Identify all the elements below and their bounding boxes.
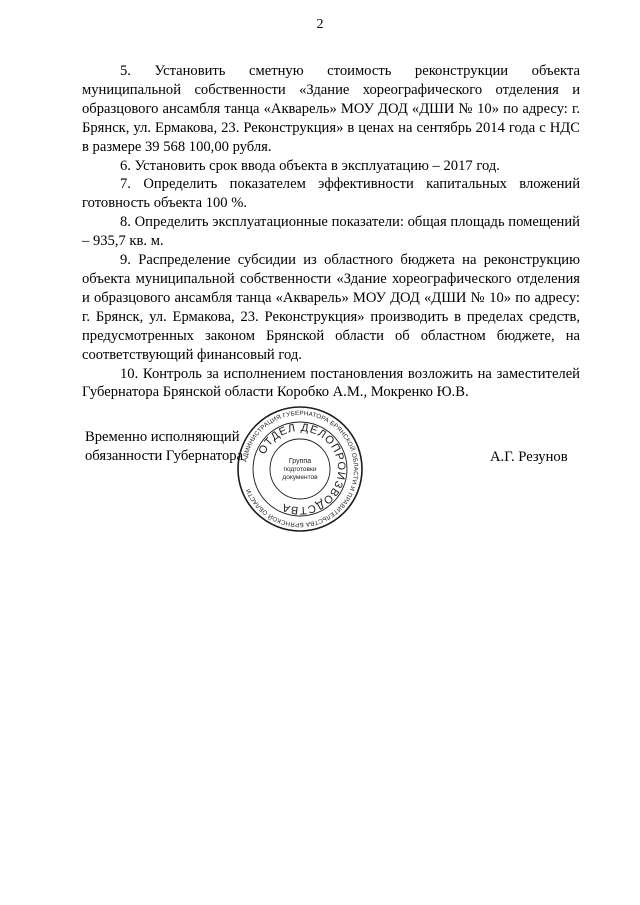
paragraph-item-9: 9. Распределение субсидии из областного бюджета на реконструкцию объекта муниципальной собственности «Здание хореографического отделения и образцового ансамбля танца «Акварель» МОУ ДОД «ДШИ № 10» по адресу: г. Брянск, ул. Ермакова, 23. Реконструкция» производить в пределах средств, предусмотренных законом Брянской области об областном бюджете, на соответствующий финансовый год. [82, 252, 580, 363]
stamp-inner-text: ОТДЕЛ ДЕЛОПРОИЗВОДСТВА [256, 421, 348, 517]
paragraph-item-7: 7. Определить показателем эффективности капитальных вложений готовность объекта 100 %. [82, 176, 580, 212]
signatory-position [85, 428, 243, 466]
paragraph-item-10: 10. Контроль за исполнением постановления возложить на заместителей Губернатора Брянской области Коробко А.М., Мокренко Ю.В. [82, 365, 580, 401]
signatory-position-line2: обязанности Губернатора [85, 448, 244, 464]
stamp-center-line1: Группа [288, 458, 312, 465]
paragraph-item-8: 8. Определить эксплуатационные показатели: общая площадь помещений – 935,7 кв. м. [82, 214, 580, 250]
page-number: 2 [316, 17, 324, 32]
official-stamp [236, 405, 364, 533]
decree-body [82, 62, 580, 402]
signatory-position-line1: Временно исполняющий [85, 429, 240, 445]
stamp-outer-text: АДМИНИСТРАЦИЯ ГУБЕРНАТОРА БРЯНСКОЙ ОБЛАСТИ И ПРАВИТЕЛЬСТВА БРЯНСКОЙ ОБЛАСТИ [241, 409, 360, 529]
stamp-center-line3: документов [282, 474, 318, 481]
paragraph-item-5: 5. Установить сметную стоимость реконструкции объекта муниципальной собственности «Здание хореографического отделения и образцового ансамбля танца «Акварель» МОУ ДОД «ДШИ № 10» по адресу: г. Брянск, ул. Ермакова, 23. Реконструкция» в ценах на сентябрь 2014 года с НДС в размере 39 568 100,00 рубля. [82, 63, 580, 155]
paragraph-item-6: 6. Установить срок ввода объекта в эксплуатацию – 2017 год. [120, 157, 500, 174]
stamp-center-line2: подготовки [283, 466, 317, 473]
signatory-name: А.Г. Резунов [490, 449, 568, 465]
